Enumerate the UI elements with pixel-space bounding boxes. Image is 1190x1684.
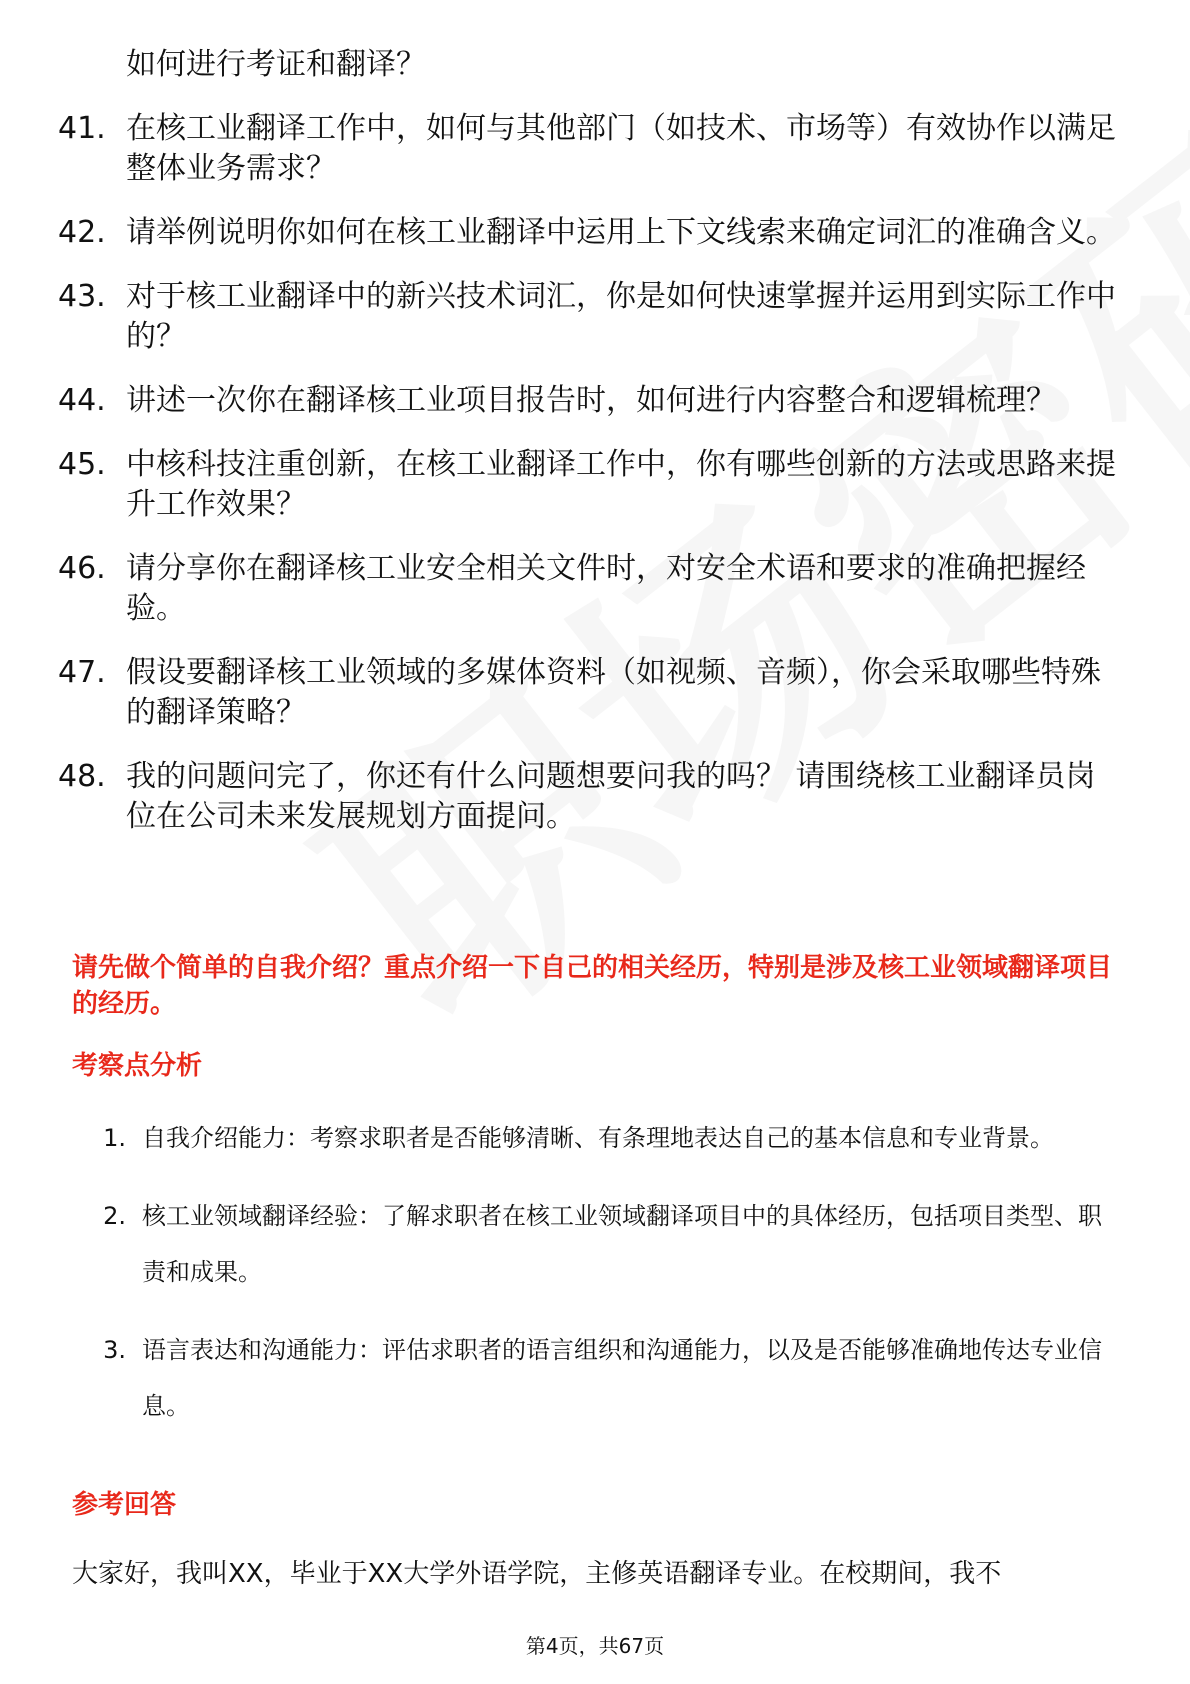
question-text: 在核工业翻译工作中，如何与其他部门（如技术、市场等）有效协作以满足整体业务需求？ [126,111,1116,186]
question-list [58,45,1118,861]
question-text: 请分享你在翻译核工业安全相关文件时，对安全术语和要求的准确把握经验。 [126,551,1086,626]
analysis-item [72,1188,1112,1300]
analysis-item [72,1110,1112,1166]
analysis-text: 核工业领域翻译经验：了解求职者在核工业领域翻译项目中的具体经历，包括项目类型、职责和成果。 [142,1202,1102,1286]
question-item [58,213,1118,253]
question-item [58,45,1118,85]
reference-answer-text: 大家好，我叫XX，毕业于XX大学外语学院，主修英语翻译专业。在校期间，我不 [72,1559,1002,1589]
analysis-list [72,1110,1112,1456]
question-text: 如何进行考证和翻译？ [126,47,426,82]
question-text: 请举例说明你如何在核工业翻译中运用上下文线索来确定词汇的准确含义。 [126,215,1116,250]
analysis-number: 3. [103,1336,126,1364]
question-text: 我的问题问完了，你还有什么问题想要问我的吗？ 请围绕核工业翻译员岗位在公司未来发展规划方面提问。 [126,759,1096,834]
reference-answer-heading: 参考回答 [72,1490,177,1520]
analysis-text: 自我介绍能力：考察求职者是否能够清晰、有条理地表达自己的基本信息和专业背景。 [142,1124,1054,1152]
analysis-heading: 考察点分析 [72,1051,203,1081]
question-item [58,653,1118,733]
analysis-number: 1. [103,1124,126,1152]
question-item [58,109,1118,189]
question-number: 44. [58,383,106,418]
question-text: 讲述一次你在翻译核工业项目报告时，如何进行内容整合和逻辑梳理？ [126,383,1056,418]
question-number: 43. [58,279,106,314]
question-text: 假设要翻译核工业领域的多媒体资料（如视频、音频），你会采取哪些特殊的翻译策略？ [126,655,1101,730]
question-item [58,757,1118,837]
analysis-text: 语言表达和沟通能力：评估求职者的语言组织和沟通能力，以及是否能够准确地传达专业信息。 [142,1336,1102,1420]
question-number: 42. [58,215,106,250]
analysis-item [72,1322,1112,1434]
question-item [58,445,1118,525]
question-text: 中核科技注重创新，在核工业翻译工作中，你有哪些创新的方法或思路来提升工作效果？ [126,447,1116,522]
question-number: 45. [58,447,106,482]
question-number: 46. [58,551,106,586]
question-number [58,45,126,85]
question-item [58,381,1118,421]
question-number: 41. [58,111,106,146]
page-footer: 第4页，共67页 [525,1634,665,1658]
question-item [58,277,1118,357]
question-item [58,549,1118,629]
question-number: 47. [58,655,106,690]
question-text: 对于核工业翻译中的新兴技术词汇，你是如何快速掌握并运用到实际工作中的？ [126,279,1116,354]
analysis-number: 2. [103,1202,126,1230]
intro-question-heading: 请先做个简单的自我介绍？重点介绍一下自己的相关经历，特别是涉及核工业领域翻译项目的经历。 [72,953,1113,1019]
question-number: 48. [58,759,106,794]
